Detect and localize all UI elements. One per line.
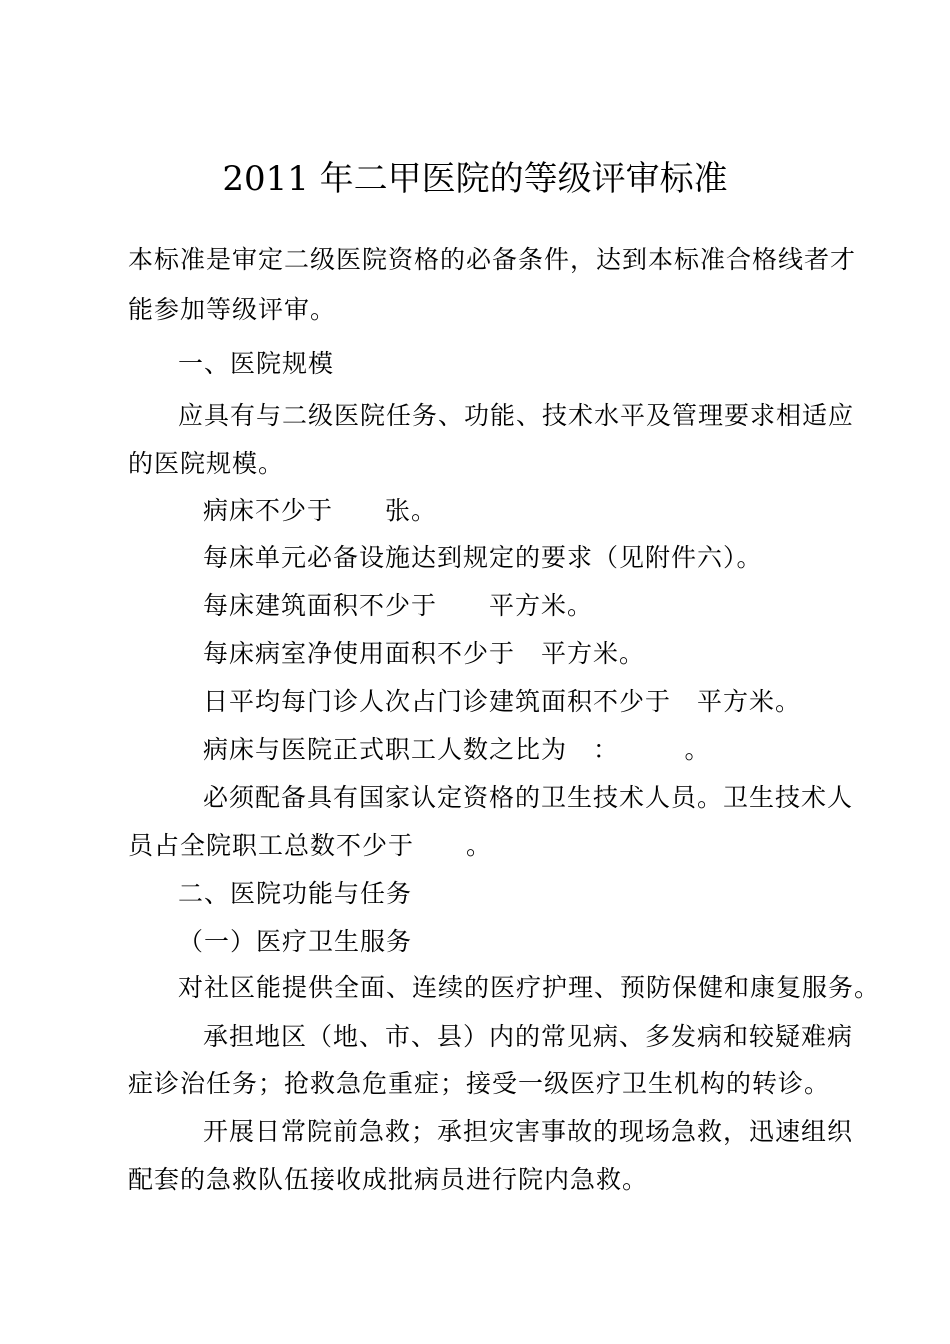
section2-heading: 二、医院功能与任务	[178, 879, 413, 908]
intro-line-1: 本标准是审定二级医院资格的必备条件，达到本标准合格线者才	[128, 245, 857, 274]
item-staff-line-2: 员占全院职工总数不少于 。	[128, 831, 493, 860]
section2-sub1-heading: （一）医疗卫生服务	[178, 927, 413, 956]
item-outpatient-area: 日平均每门诊人次占门诊建筑面积不少于 平方米。	[203, 687, 802, 716]
intro-line-2: 能参加等级评审。	[128, 295, 337, 324]
document-title: 2011 年二甲医院的等级评审标准	[222, 159, 728, 199]
item-bed-staff-ratio: 病床与医院正式职工人数之比为 ： 。	[203, 735, 711, 764]
section1-para-line-2: 的医院规模。	[128, 449, 285, 478]
item-bed-area: 每床建筑面积不少于 平方米。	[203, 591, 594, 620]
service-line: 对社区能提供全面、连续的医疗护理、预防保健和康复服务。	[178, 973, 881, 1002]
item-beds: 病床不少于 张。	[203, 496, 438, 525]
diag-line-1: 承担地区（地、市、县）内的常见病、多发病和较疑难病	[203, 1022, 854, 1051]
emerg-line-1: 开展日常院前急救；承担灾害事故的现场急救，迅速组织	[203, 1117, 854, 1146]
diag-line-2: 症诊治任务；抢救急危重症；接受一级医疗卫生机构的转诊。	[128, 1069, 831, 1098]
section1-para-line-1: 应具有与二级医院任务、功能、技术水平及管理要求相适应	[178, 401, 855, 430]
item-bed-unit: 每床单元必备设施达到规定的要求（见附件六）。	[203, 543, 763, 572]
section1-heading: 一、医院规模	[178, 349, 335, 378]
item-staff-line-1: 必须配备具有国家认定资格的卫生技术人员。卫生技术人	[203, 783, 854, 812]
emerg-line-2: 配套的急救队伍接收成批病员进行院内急救。	[128, 1165, 649, 1194]
item-ward-area: 每床病室净使用面积不少于 平方米。	[203, 639, 646, 668]
